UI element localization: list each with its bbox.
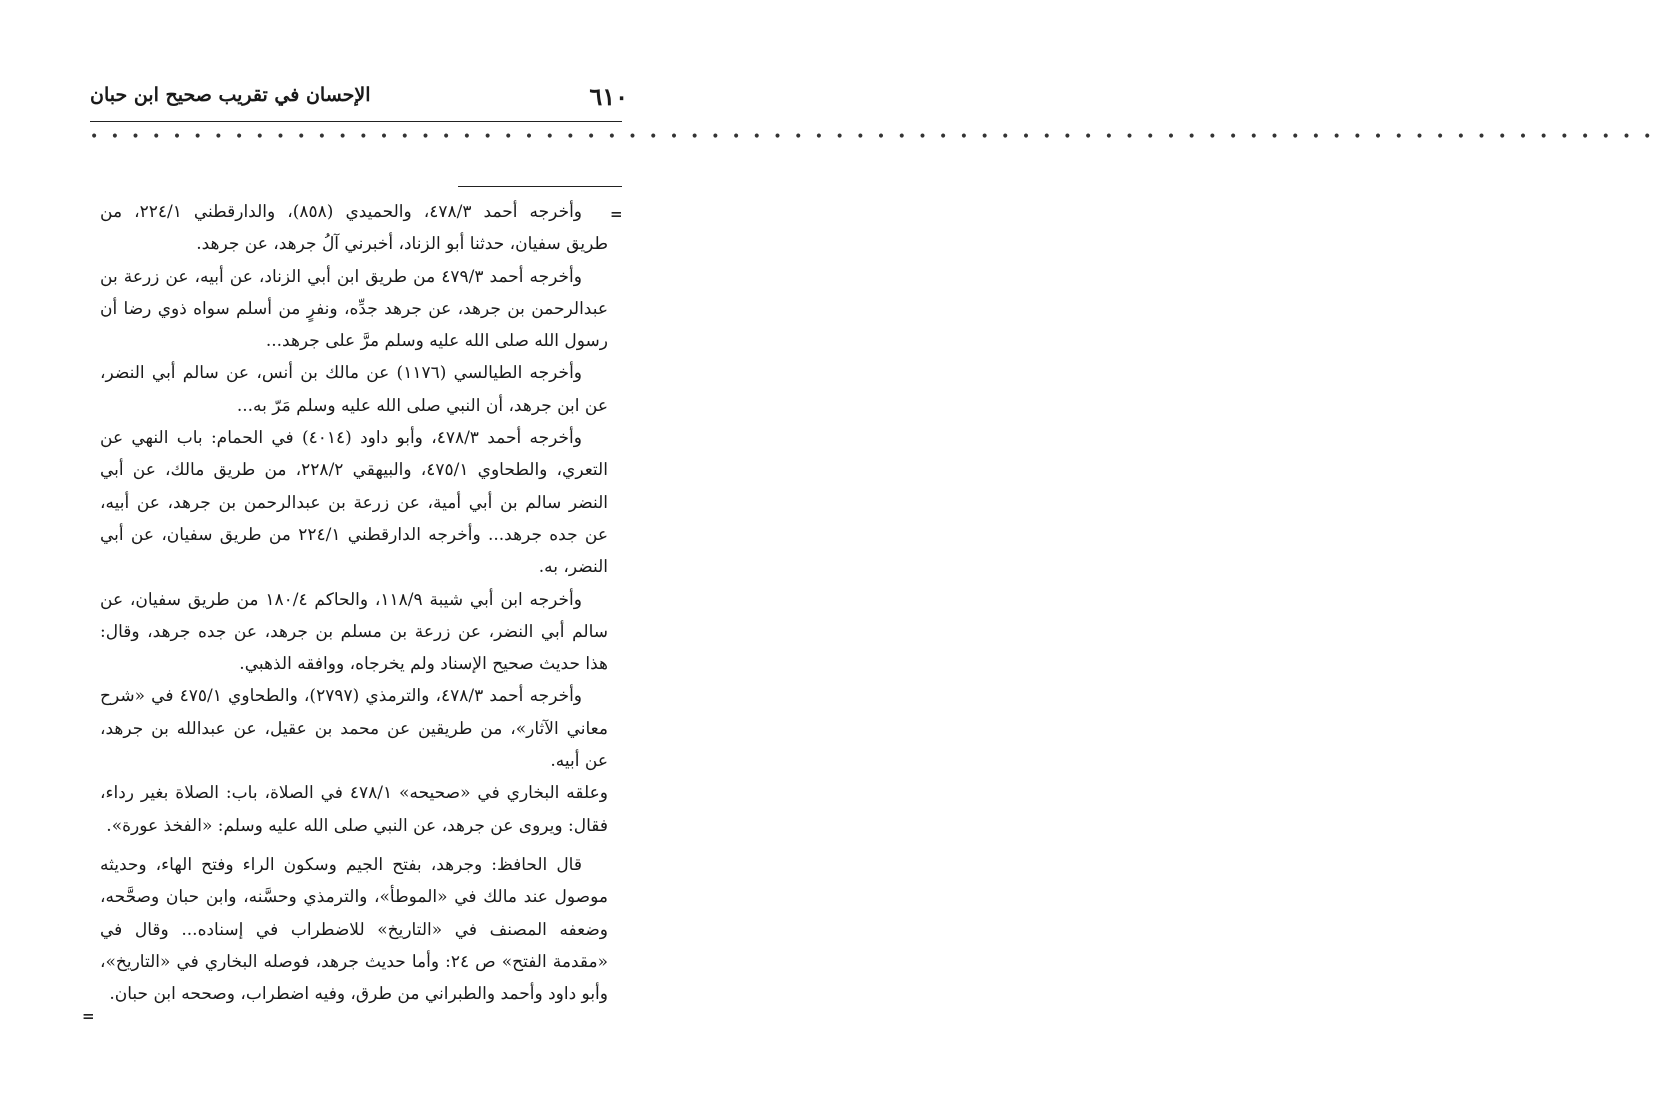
footnote-paragraph: وأخرجه أحمد ٤٧٩/٣ من طريق ابن أبي الزناد، عن أبيه، عن زرعة بن عبدالرحمن بن جرهد، عن جرهد جدِّه، ونفرٍ من أسلم سواه ذوي رضا أن رسول الله صلى الله عليه وسلم مرَّ على جرهد... xyxy=(100,266,608,352)
footnote-paragraph: وأخرجه أحمد ٤٧٨/٣، وأبو داود (٤٠١٤) في الحمام: باب النهي عن التعري، والطحاوي ٤٧٥/١، والبيهقي ٢٢٨/٢، من طريق مالك، عن أبي النضر سالم بن أبي أمية، عن زرعة بن عبدالرحمن بن جرهد، عن أبيه، عن جده جرهد... وأخرجه الدارقطني ٢٢٤/١ من طريق سفيان، عن أبي النضر، به. xyxy=(100,428,608,578)
footnote-paragraph: وأخرجه الطيالسي (١١٧٦) عن مالك بن أنس، عن سالم أبي النضر، عن ابن جرهد، أن النبي صلى الله عليه وسلم مَرّ به... xyxy=(100,363,608,416)
page-header xyxy=(90,78,628,118)
book-title: الإحسان في تقريب صحيح ابن حبان xyxy=(90,84,371,106)
continuation-mark-top: = xyxy=(610,205,623,223)
footnote-paragraph: وأخرجه أحمد ٤٧٨/٣، والترمذي (٢٧٩٧)، والطحاوي ٤٧٥/١ في «شرح معاني الآثار»، من طريقين عن محمد بن عقيل، عن عبدالله بن جرهد، عن أبيه. xyxy=(100,686,608,772)
page-number: ٦١٠ xyxy=(589,82,628,111)
footnote-body xyxy=(100,196,608,1010)
footnote-paragraph: وأخرجه ابن أبي شيبة ١١٨/٩، والحاكم ١٨٠/٤ من طريق سفيان، عن سالم أبي النضر، عن زرعة بن مسلم بن جرهد، عن جده جرهد، وقال: هذا حديث صحيح الإسناد ولم يخرجاه، ووافقه الذهبي. xyxy=(100,589,608,675)
dotted-divider: • • • • • • • • • • • • • • • • • • • • • • • • • • • • • • • • • • • • • • • • • • • • • • • • • • • • • • • • • • • • • • • • • • • • • • • • • • • • xyxy=(90,129,1655,145)
footnote-paragraph: وأخرجه أحمد ٤٧٨/٣، والحميدي (٨٥٨)، والدارقطني ٢٢٤/١، من طريق سفيان، حدثنا أبو الزناد، أخبرني آلُ جرهد، عن جرهد. xyxy=(100,202,608,255)
continuation-mark-bottom: = xyxy=(82,1007,95,1025)
footnote-paragraph: قال الحافظ: وجرهد، بفتح الجيم وسكون الراء وفتح الهاء، وحديثه موصول عند مالك في «الموطأ»، والترمذي وحسَّنه، وابن حبان وصحَّحه، وضعفه المصنف في «التاريخ» للاضطراب في إسناده... وقال في «مقدمة الفتح» ص ٢٤: وأما حديث جرهد، فوصله البخاري في «التاريخ»، وأبو داود وأحمد والطبراني من طرق، وفيه اضطراب، وصححه ابن حبان. xyxy=(100,854,608,1005)
footnote-paragraph: وعلقه البخاري في «صحيحه» ٤٧٨/١ في الصلاة، باب: الصلاة بغير رداء، فقال: ويروى عن جرهد، عن النبي صلى الله عليه وسلم: «الفخذ عورة». xyxy=(100,783,608,836)
header-rule xyxy=(90,121,622,122)
footnote-rule xyxy=(458,186,622,187)
